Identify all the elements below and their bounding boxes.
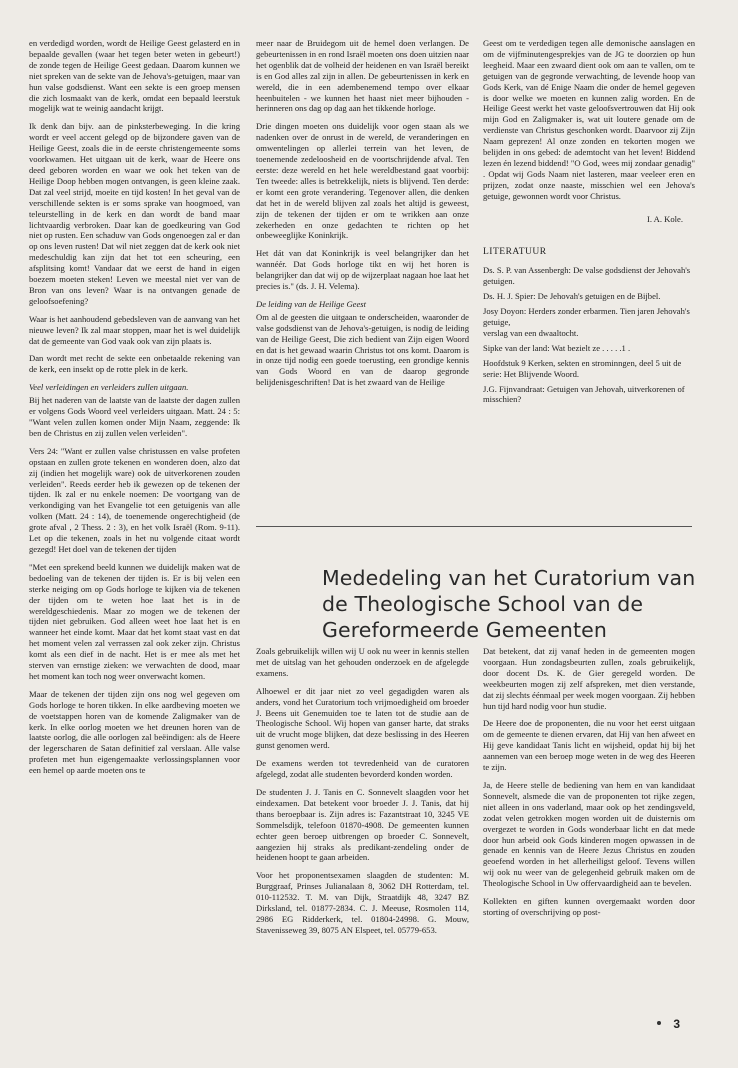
literature-item: verslag van een dwaaltocht. <box>483 327 579 338</box>
paragraph: Alhoewel er dit jaar niet zo veel gegadigden waren als anders, vond het Curatorium toch vrijmoedigheid om broeder J. Beens uit Genemuiden toe te laten tot de studie aan de Theologische School. Wij hopen van ganser harte, dat straks uit de vrucht moge blijken, dat deze beslissing in des Heeren gunst genomen werd. <box>256 685 469 751</box>
literature-item: Sipke van der land: Wat bezielt ze . . . . .1 . <box>483 342 631 353</box>
paragraph: Geest om te verdedigen tegen alle demonische aanslagen en om de vijfminutengesprekjes van de JG te doorzien op hun leegheid. Maar een zwaard dient ook om aan te vallen, om te getuigen van de gegronde verwachting, de levende hoop van Gods Kerk, van dé Enige Naam die onder de hemel gegeven is door welke we moeten en kunnen zalig worden. En de Heilige Geest werkt het vaste geloofsvertrouwen dat Hij ook mijn God en Zaligmaker is, wat uit loutere genade om de verdienste van Christus geschonken wordt. Daarvoor zij Zijn Naam geprezen! Al onze zonden en tekorten mogen we belijden in ons gebed: de ademtocht van het leven! Biddend lezen én lezend biddend! "O God, wees mij zondaar genadig" . Opdat wij Gods Naam niet lasteren, maar veeleer eren en prijzen, zodat onze naaste, misschien wel een Jehova's getuige, gewonnen wordt voor Christus. <box>483 38 695 201</box>
paragraph: en verdedigd worden, wordt de Heilige Geest gelasterd en in bepaalde gevallen (waar het tegen beter weten in gebeurt!) de zonde tegen de Heilige Geest gedaan. Daarom kunnen we niet spreken van de sekte van de Jehova's-getuigen, maar van hun valse godsdienst. Want een sekte is een groep mensen die zich losmaakt van de kerk, omdat een bepaald leerstuk mogelijk wat te weinig aandacht krijgt. <box>29 38 240 114</box>
page-marker-dot <box>657 1021 661 1025</box>
article-title: Mededeling van het Curatorium van de Theologische School van de Gereformeerde Gemeenten <box>322 565 696 642</box>
paragraph: Het dát van dat Koninkrijk is veel belangrijker dan het wannéér. Dat Gods horloge tikt en wij het horen is belangrijker dan dat wij op de wijzerplaat nagaan hoe laat het precies is." (ds. J. H. Velema). <box>256 248 469 292</box>
paragraph: Ik denk dan bijv. aan de pinksterbeweging. In die kring wordt er veel accent gelegd op de bijzondere gaven van de Heilige Geest, zoals die in de eerste christengemeente soms voorkwamen. Het uitgaan uit de kerk, waar de Heere ons deed geboren worden en waar we ook het teken van de Heilige Doop hebben mogen ontvangen, is geen kleine zaak. Dat zal veel strijd, moeite en tijd kosten! In het geval van de verschillende sekten is er soms sprake van hoogmoed, van teleurstelling in de kerk en dan wordt de band maar lichtvaardig verbroken. Daar kan de goedkeuring van God niet op rusten. Een schaduw van Gods ongenoegen zal er dan op ons leven rusten! Dat wil niet zeggen dat de kerk ook niet medeschuldig kan zijn dat het tot een scheuring, een afsplitsing komt! Vandaar dat we eerst de hand in eigen boezem moeten steken! Leven we meestal niet ver van de Bron van ons leven? Waar is na ontvangen genade de geloofsoefening? <box>29 121 240 306</box>
paragraph: Ja, de Heere stelle de bediening van hem en van kandidaat Sonnevelt, alsmede die van de proponenten tot rijke zegen, niet alleen in ons vaderland, maar ook op het zendingsveld, zodat velen getrokken mogen worden uit de duisternis om overgezet te worden in Gods wonderbaar licht en dat mede door hun arbeid ook Gods kinderen mogen opwassen in de genade en kennis van de Heere Jezus Christus en zouden geoefend worden in het allerheiligst geloof. Tevens willen wij ook nu weer van de gelegenheid gebruik maken om de Theologische School in Uw offervaardigheid aan te bevelen. <box>483 779 695 889</box>
literature-item: Ds. H. J. Spier: De Jehovah's getuigen en de Bijbel. <box>483 291 661 302</box>
paragraph: Zoals gebruikelijk willen wij U ook nu weer in kennis stellen met de uitslag van het gehouden onderzoek en de afgelegde examens. <box>256 646 469 678</box>
paragraph: Bij het naderen van de laatste van de laatste der dagen zullen er volgens Gods Woord veel verleiders uitgaan. Matt. 24 : 5: "Want velen zullen komen onder Mijn Naam, zeggende: Ik ben de Christus en zij zullen velen verleiden". <box>29 395 240 438</box>
article-column-left <box>256 646 469 943</box>
paragraph: meer naar de Bruidegom uit de hemel doen verlangen. De gebeurtenissen in en rond Israël moeten ons doen uitzien naar het ogenblik dat de volheid der heidenen en van Israël bereikt is en God alles zal zijn in allen. De gebeurtenissen in kerk en wereld, die in een adembenemend tempo over elkaar heenbuitelen - we kunnen het haast niet meer bijhouden - herinneren ons dag op dag aan het tikkende horloge. <box>256 38 469 114</box>
paragraph: Kollekten en giften kunnen overgemaakt worden door storting of overschrijving op post- <box>483 896 695 917</box>
paragraph: Voor het proponentsexamen slaagden de studenten: M. Burggraaf, Prinses Julianalaan 8, 3062 DH Rotterdam, tel. 010-112532. T. M. van Dijk, Straatdijk 48, 3247 BZ Dirksland, tel. 01877-2834. C. J. Meeuse, Rosmolen 114, 2986 EG Ridderkerk, tel. 01804-24998. G. Mouw, Stavenisseweg 39, 8075 AN Elspeet, tel. 05779-653. <box>256 870 469 935</box>
paragraph: Dan wordt met recht de sekte een onbetaalde rekening van de kerk, een insekt op de rotte plek in de kerk. <box>29 353 240 375</box>
paragraph: De studenten J. J. Tanis en C. Sonnevelt slaagden voor het eindexamen. Dat betekent voor broeder J. J. Tanis, dat hij thans beroepbaar is. Zijn adres is: Fazantstraat 10, 3245 VE Sommelsdijk, telefoon 01870-4908. De gemeenten kunnen echter geen beroep uitbrengen op broeder C. Sonnevelt, aangezien hij straks als predikant-zendeling onder de heidenen hoopt te gaan arbeiden. <box>256 786 469 863</box>
literature-list <box>483 247 695 406</box>
paragraph: Waar is het aanhoudend gebedsleven van de aanvang van het nieuwe leven? Ik zal maar stoppen, maar het is wel duidelijk dat de gemeente van God vaak ook van zijn plaats is. <box>29 313 240 346</box>
paragraph: De examens werden tot tevredenheid van de curatoren afgelegd, zodat alle studenten bevorderd konden worden. <box>256 758 469 780</box>
section-heading: De leiding van de Heilige Geest <box>256 298 367 309</box>
literature-item: Ds. S. P. van Assenbergh: De valse godsdienst der Jehovah's getuigen. <box>483 265 691 287</box>
paragraph: Om al de geesten die uitgaan te onderscheiden, waaronder de valse godsdienst van de Jehova's-getuigen, is nodig de leiding van de Heilige Geest, Die zich bedient van Zijn eigen Woord en dat is het gewaad waarin Christus tot ons komt. Daarom is in onze tijd nodig een goede toerusting, een grondige kennis van Gods Woord en van de daarop gegronde belijdenisgeschriften! Dat is het zwaard van de Heilige <box>256 311 469 388</box>
page-number: 3 <box>673 1017 680 1031</box>
literature-heading: LITERATUUR <box>483 246 547 257</box>
column-3 <box>483 38 695 409</box>
paragraph: Dat betekent, dat zij vanaf heden in de gemeenten mogen voorgaan. Hun zondagsbeurten zullen, zoals gebruikelijk, door docent Ds. K. de Gier geregeld worden. De weekbeurten mogen zij zelf afspreken, met dien verstande, dat zij slechts éénmaal per week mogen voorgaan. Zij hebben hun tijd hard nodig voor hun studie. <box>483 646 695 711</box>
literature-item: J.G. Fijnvandraat: Getuigen van Jehovah, uitverkorenen of misschien? <box>483 383 685 405</box>
literature-item: Hoofdstuk 9 Kerken, sekten en strominngen, deel 5 uit de serie: Het Blijvende Woord. <box>483 357 682 379</box>
section-divider <box>256 526 692 527</box>
section-heading: Veel verleidingen en verleiders zullen uitgaan. <box>29 382 189 393</box>
author-signature: I. A. Kole. <box>646 213 683 224</box>
paragraph: "Met een sprekend beeld kunnen we duidelijk maken wat de bedoeling van de tekenen der tijden is. Er is bij velen een sterke neiging om op Gods horloge te kijken via de tekenen der tijden om te weten hoe laat het is in de wereldgeschiedenis. Maar zo mogen we de tekenen der tijden niet gebruiken. God alleen weet hoe laat het is en wanneer het einde komt. Maar dat het komt staat vast en dat het moment velen zal verrassen zal ook zeker zijn. Christus komt als een dief in de nacht. Het is er mee als met het sterven van ernstige zieken: we verwachten de dood, maar het moment kan toch nog weer onverwacht komen. <box>29 561 240 681</box>
article-column-right <box>483 646 695 925</box>
paragraph: Maar de tekenen der tijden zijn ons nog wel gegeven om Gods horloge te horen tikken. In elke aardbeving moeten we de voetstappen horen van de komende Zaligmaker van de kerk. In elke oorlog moeten we het dreunen horen van de laatste oorlog, die alle oorlogen zal beëindigen: als de Heere der legerscharen de Satan definitief zal verslaan. Alle valse profeten met hun eigengemaakte verlossingsplannen voor een hemel op aarde moeten ons te <box>29 688 240 776</box>
literature-item: Josy Doyon: Herders zonder erbarmen. Tien jaren Jehovah's getuige, <box>483 306 690 328</box>
paragraph: De Heere doe de proponenten, die nu voor het eerst uitgaan om de gemeente te dienen ervaren, dat Hij van hen afweet en Hij geve kandidaat Tanis licht en wijsheid, opdat hij bij het aannemen van een beroep moge weten in de weg des Heeren te zijn. <box>483 718 695 773</box>
column-1 <box>29 38 240 783</box>
column-2 <box>256 38 469 395</box>
paragraph: Drie dingen moeten ons duidelijk voor ogen staan als we nadenken over de onrust in de wereld, de veranderingen en omwentelingen op allerlei terrein van het leven, de toenemende zedeloosheid en de voortschrijdende afval. Ten eerste: deze wereld en het hele wereldbestand gaat voorbij: Ten tweede: alles is betrekkelijk, niets is blijvend. Ten derde: er komt een grote verandering. Tegenover allen, die denken dat het in de wereld blijven zal zoals het altijd is geweest, zijn de tekenen der tijden er om te wrikken aan onze zekerheden en onze gedachten te richten op het onbeweeglijke Koninkrijk. <box>256 121 469 241</box>
paragraph: Vers 24: "Want er zullen valse christussen en valse profeten opstaan en zullen grote tekenen en wonderen doen, alzo dat zij (indien het mogelijk ware) ook de uitverkorenen zouden verleiden". Reeds eerder heb ik gewezen op de tekenen der tijden. Ik zal er nu enkele noemen: De voortgang van de verkondiging van het Evangelie tot een getuigenis van alle volken (Matt. 24 : 14), de toenemende ongerechtigheid (de grote afval , 2 Thess. 2 : 3), en het volk Israël (Rom. 9-11). Let op die tekenen, zoals in het nu volgende citaat wordt gezegd! Het doel van de tekenen der tijden <box>29 445 240 554</box>
